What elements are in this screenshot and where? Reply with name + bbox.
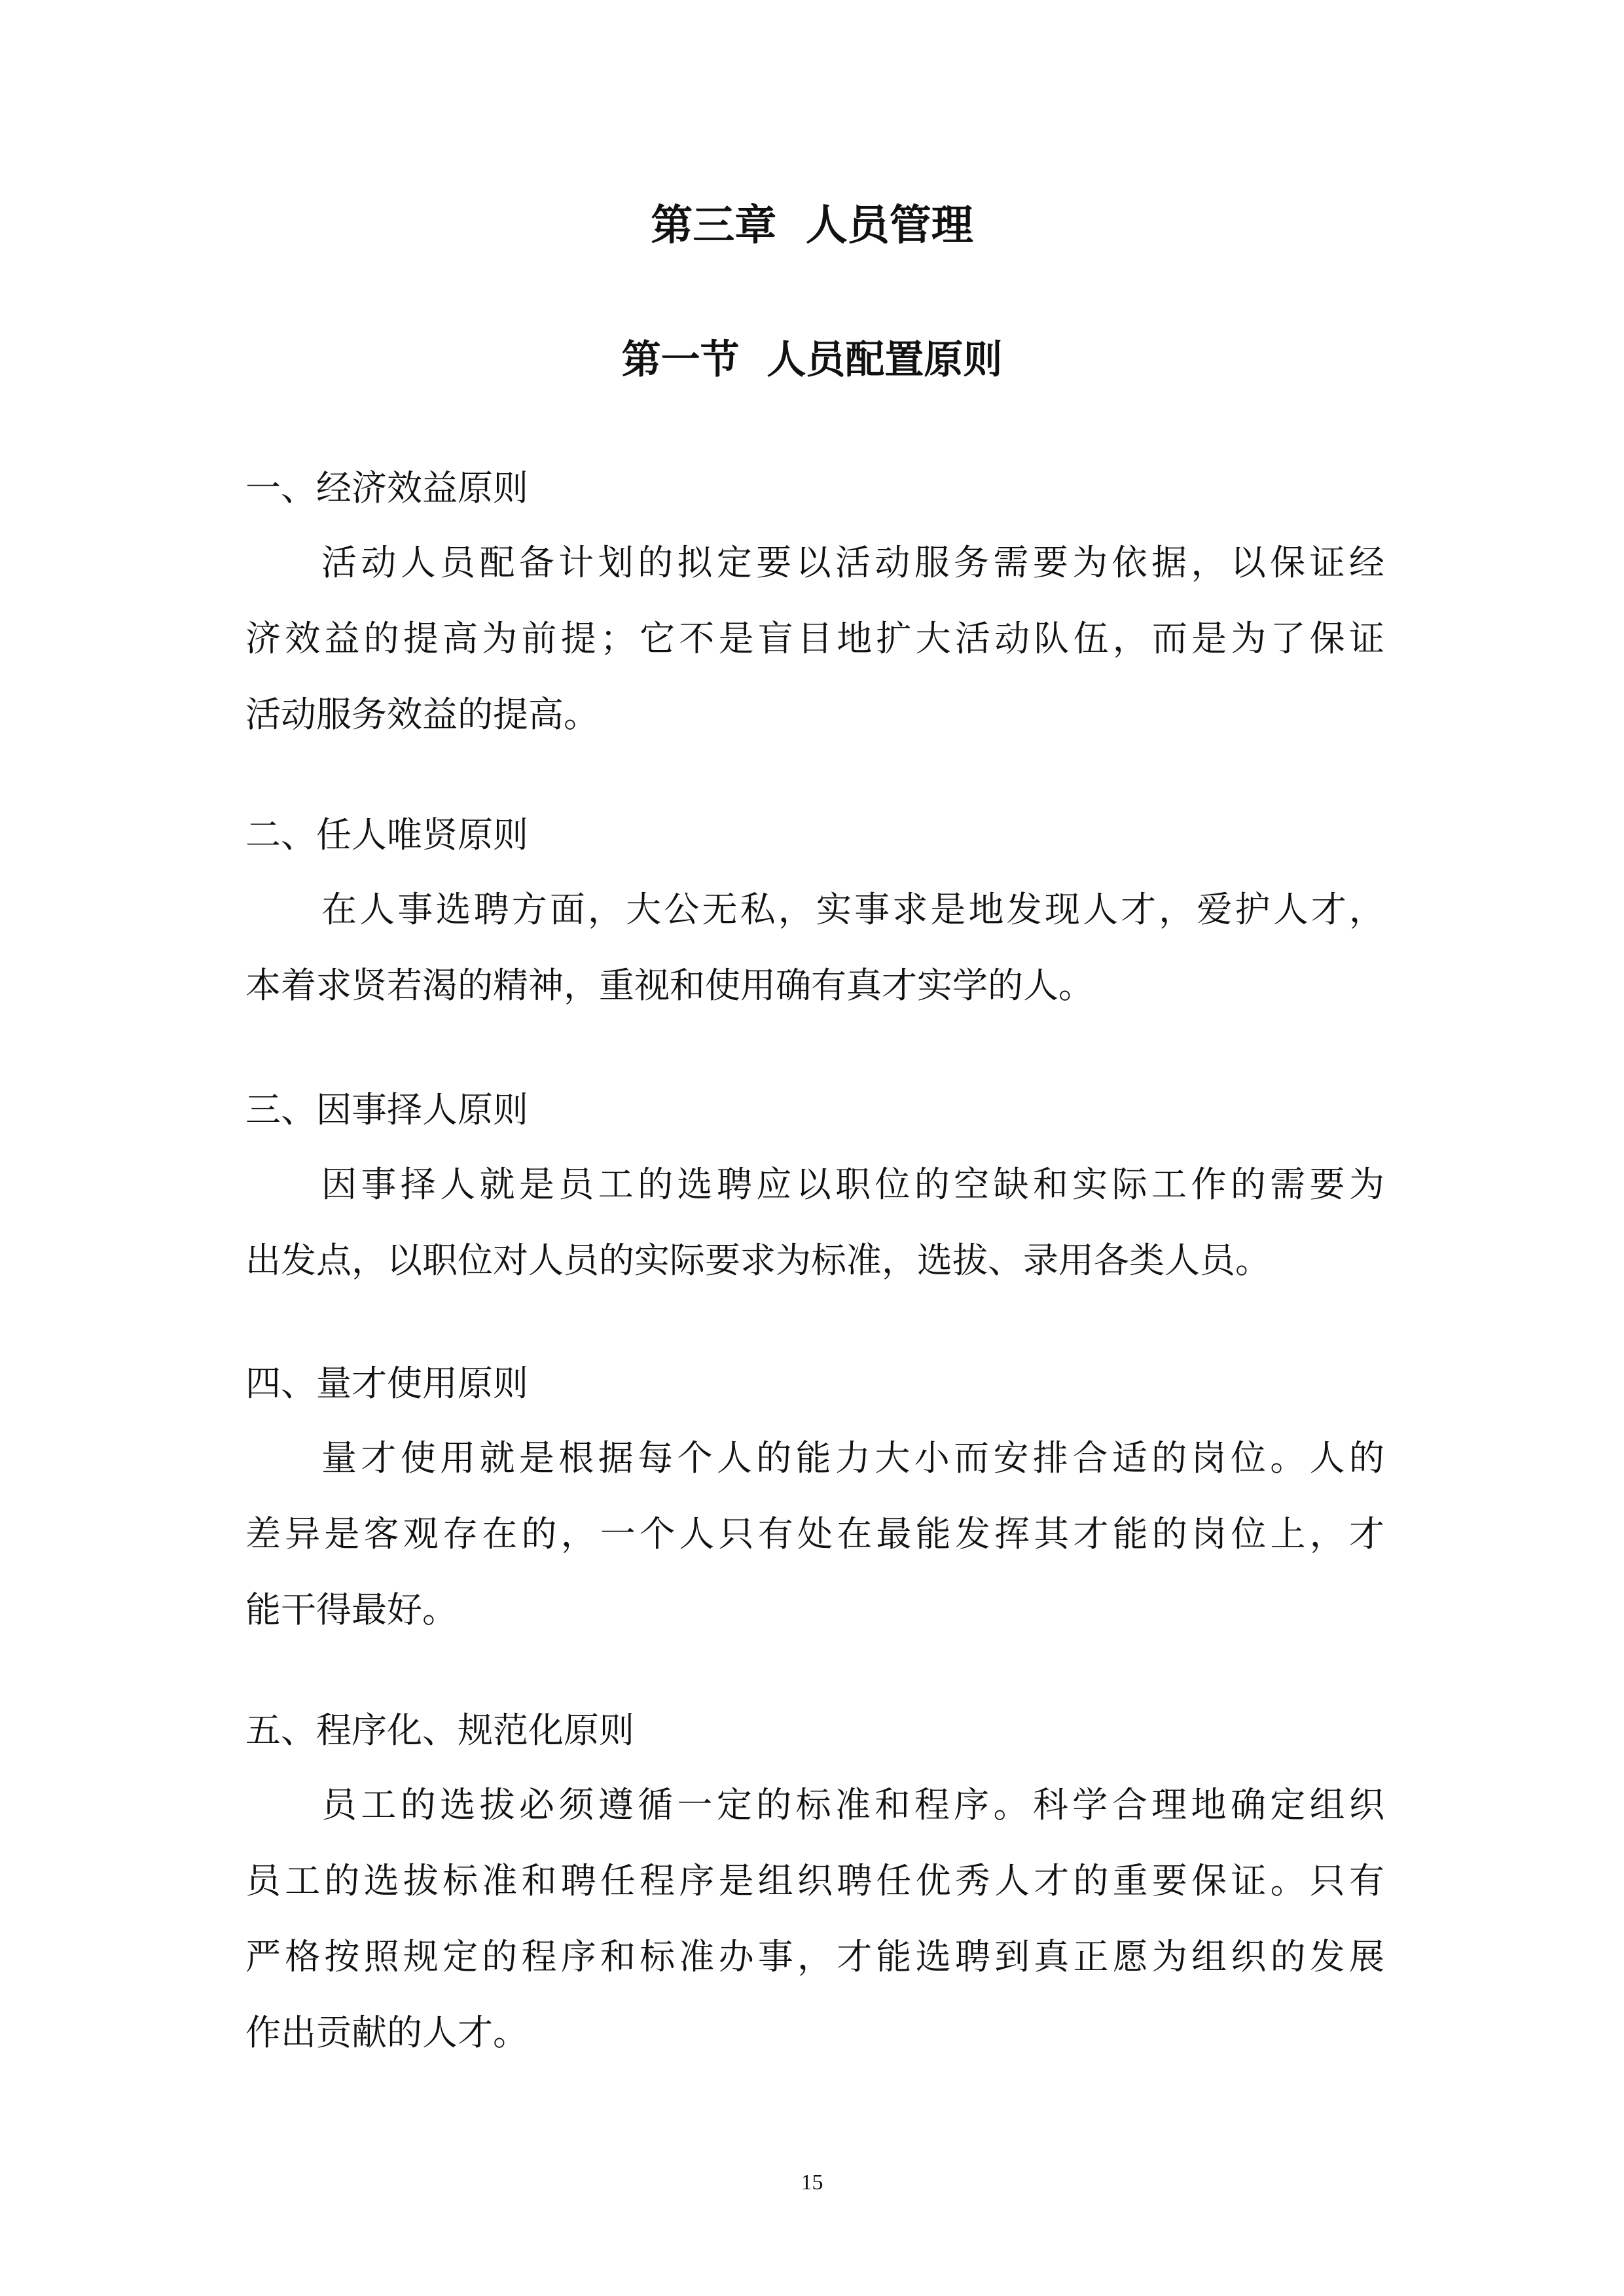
principle-heading: 二、任人唯贤原则 [245,814,528,855]
principle-heading: 五、程序化、规范化原则 [245,1710,634,1751]
paragraph-line: 员工的选拔标准和聘任程序是组织聘任优秀人才的重要保证。只有 [245,1860,1384,1901]
principle-heading: 三、因事择人原则 [245,1089,528,1130]
principle-paragraph [245,872,1384,1024]
paragraph-line: 济效益的提高为前提；它不是盲目地扩大活动队伍，而是为了保证 [245,618,1384,659]
principle-heading: 四、量才使用原则 [245,1363,528,1404]
paragraph-line: 因事择人就是员工的选聘应以职位的空缺和实际工作的需要为 [321,1164,1384,1205]
paragraph-line: 出发点，以职位对人员的实际要求为标准，选拔、录用各类人员。 [245,1240,1271,1281]
paragraph-line: 差异是客观存在的，一个人只有处在最能发挥其才能的岗位上，才 [245,1513,1384,1554]
principle-paragraph [245,1147,1384,1299]
principle-heading: 一、经济效益原则 [245,467,528,509]
section-title: 第一节 人员配置原则 [621,337,1003,383]
page-number: 15 [801,2170,823,2195]
principle-job-based-selection [245,1073,1384,1299]
paragraph-line: 严格按照规定的程序和标准办事，才能选聘到真正愿为组织的发展 [245,1936,1384,1977]
principle-merit-appointment [245,798,1384,1024]
paragraph-line: 活动服务效益的提高。 [245,694,599,735]
principle-paragraph [245,1767,1384,2071]
paragraph-line: 作出贡献的人才。 [245,2012,528,2053]
principle-standardization [245,1694,1384,2071]
paragraph-line: 量才使用就是根据每个人的能力大小而安排合适的岗位。人的 [321,1437,1384,1479]
paragraph-line: 活动人员配备计划的拟定要以活动服务需要为依据，以保证经 [321,542,1384,583]
paragraph-line: 员工的选拔必须遵循一定的标准和程序。科学合理地确定组织 [321,1784,1384,1825]
principle-economic-benefit [245,452,1384,753]
paragraph-line: 在人事选聘方面，大公无私，实事求是地发现人才，爱护人才， [321,889,1384,930]
paragraph-line: 本着求贤若渴的精神，重视和使用确有真才实学的人。 [245,965,1094,1006]
paragraph-line: 能干得最好。 [245,1589,458,1630]
chapter-title: 第三章 人员管理 [651,202,973,250]
principle-paragraph [245,1420,1384,1648]
principle-ability-based-use [245,1347,1384,1648]
principle-paragraph [245,525,1384,753]
